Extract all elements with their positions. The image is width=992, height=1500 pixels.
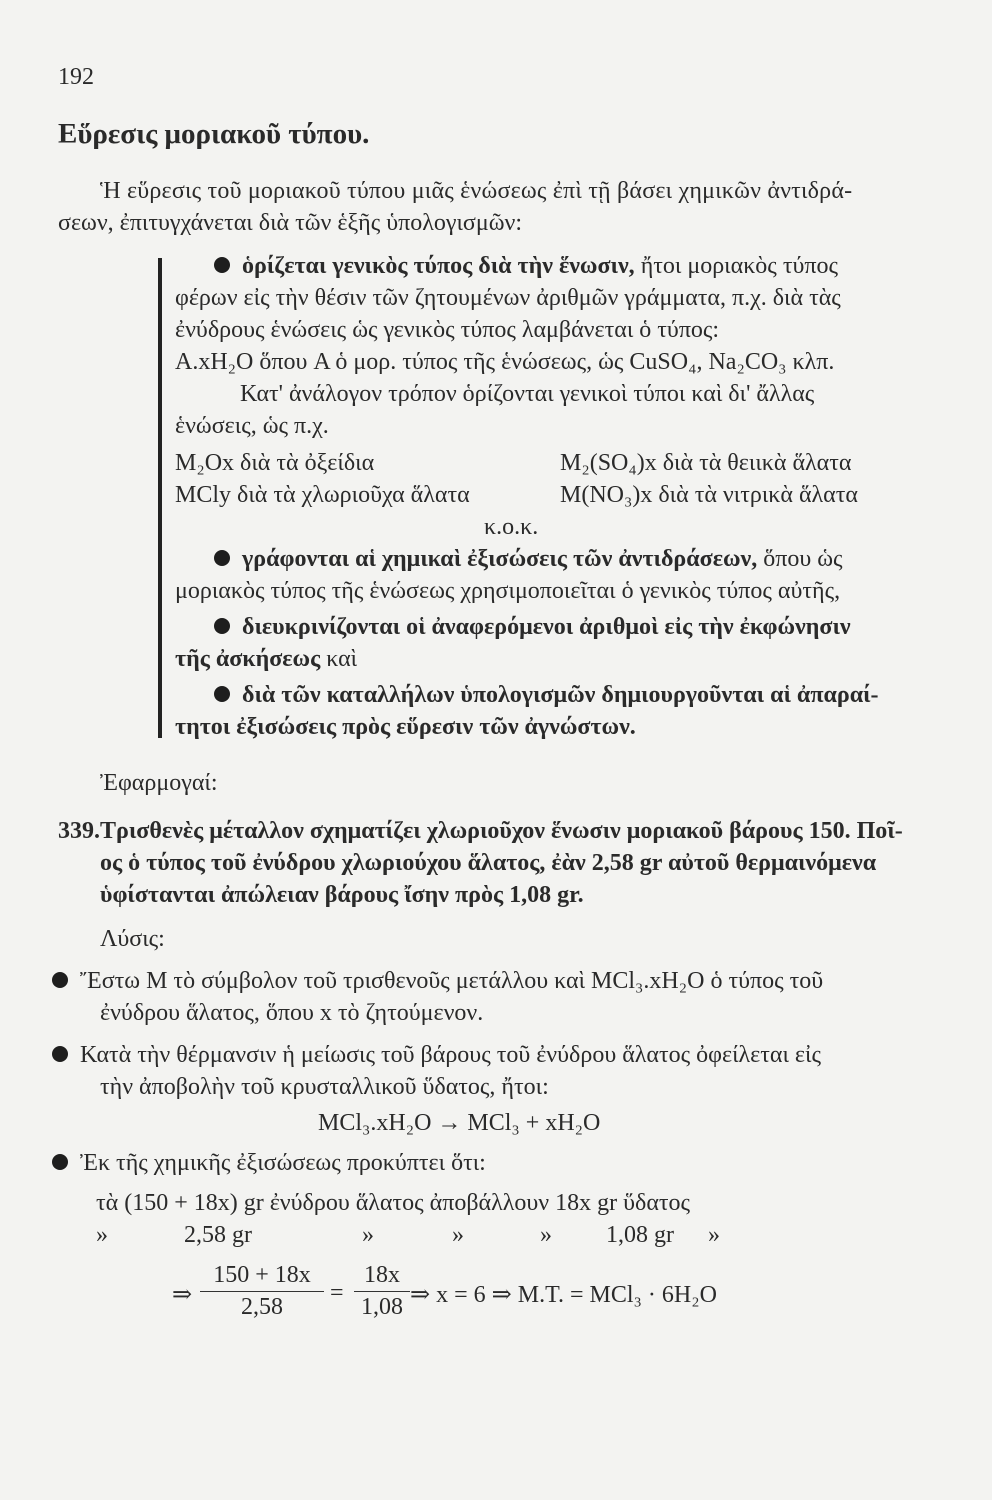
applications-label: Ἐφαρμογαί:: [100, 770, 218, 796]
box-bullet-1: [214, 253, 838, 280]
solution-s3-line2: τὰ (150 + 18x) gr ἐνύδρου ἅλατος ἀποβάλλουν 18x gr ὕδατος: [96, 1190, 691, 1216]
ditto-mark-2: »: [362, 1222, 374, 1248]
ditto-mark-5: »: [708, 1222, 720, 1248]
problem-line-3: ὑφίστανται ἀπώλειαν βάρους ἴσην πρὸς 1,08 gr.: [100, 882, 584, 908]
box-b1-line2: φέρων εἰς τὴν θέσιν τῶν ζητουμένων ἀριθμῶν γράμματα, π.χ. διὰ τὰς: [175, 285, 841, 311]
box-b1-rest: ἤτοι μοριακὸς τύπος: [640, 253, 838, 279]
fraction-1: [200, 1262, 324, 1321]
ditto-mark-1: »: [96, 1222, 108, 1248]
box-b1-line6: ἑνώσεις, ὡς π.χ.: [175, 413, 329, 439]
fraction-2: [354, 1262, 410, 1321]
fraction-1-numerator: 150 + 18x: [200, 1262, 324, 1292]
fraction-2-denominator: 1,08: [361, 1294, 403, 1320]
formula-oxides: M₂Ox διὰ τὰ ὀξείδια: [175, 450, 375, 476]
box-b3-bold: διευκρινίζονται οἱ ἀναφερόμενοι ἀριθμοὶ εἰς τὴν ἐκφώνησιν: [242, 614, 851, 640]
box-b1-line5: Κατ' ἀνάλογον τρόπον ὁρίζονται γενικοὶ τύποι καὶ δι' ἄλλας: [240, 381, 815, 407]
box-left-rule: [158, 258, 162, 738]
box-b3-bold-2: τῆς ἀσκήσεως: [175, 646, 321, 672]
ditto-mark-3: »: [452, 1222, 464, 1248]
box-bullet-3: [214, 614, 851, 641]
box-b1-bold: ὁρίζεται γενικὸς τύπος διὰ τὴν ἕνωσιν,: [242, 253, 635, 279]
box-b3-line2: [175, 646, 357, 673]
solution-label: Λύσις:: [100, 926, 165, 952]
section-heading: Εὕρεσις μοριακοῦ τύπου.: [58, 118, 370, 150]
fraction-2-numerator: 18x: [354, 1262, 410, 1292]
bullet-icon: [214, 550, 230, 566]
intro-line-2: σεων, ἐπιτυγχάνεται διὰ τῶν ἑξῆς ὑπολογισμῶν:: [58, 210, 523, 236]
bullet-icon: [214, 618, 230, 634]
solution-s2-line2: τὴν ἀποβολὴν τοῦ κρυσταλλικοῦ ὕδατος, ἤτοι:: [100, 1074, 549, 1100]
solution-s1-line2: ἐνύδρου ἅλατος, ὅπου x τὸ ζητούμενον.: [100, 1000, 484, 1026]
box-b4-line2: τητοι ἐξισώσεις πρὸς εὕρεσιν τῶν ἀγνώστων.: [175, 714, 636, 740]
box-b1-line4: A.xH₂O ὅπου A ὁ μορ. τύπος τῆς ἑνώσεως, ὡς CuSO₄, Na₂CO₃ κλπ.: [175, 349, 835, 375]
box-b3-rest: καὶ: [326, 646, 358, 672]
box-b2-bold: γράφονται αἱ χημικαὶ ἐξισώσεις τῶν ἀντιδράσεων,: [242, 546, 758, 572]
solution-bullet-2: [52, 1042, 821, 1069]
solution-bullet-1: [52, 968, 823, 995]
solution-s3-line1: Ἐκ τῆς χημικῆς ἐξισώσεως προκύπτει ὅτι:: [80, 1150, 486, 1176]
reaction-equation: MCl₃.xH₂O → MCl₃ + xH₂O: [318, 1110, 601, 1136]
bullet-icon: [52, 1046, 68, 1062]
implies-arrow: ⇒: [172, 1282, 193, 1308]
box-bullet-4: [214, 682, 879, 709]
page-number: 192: [58, 64, 94, 90]
box-b2-line2: μοριακὸς τύπος τῆς ἑνώσεως χρησιμοποιεῖται ὁ γενικὸς τύπος αὐτῆς,: [175, 578, 841, 604]
equals-sign: =: [330, 1280, 344, 1306]
formula-nitrates: M(NO₃)x διὰ τὰ νιτρικὰ ἅλατα: [560, 482, 858, 508]
formula-sulfates: M₂(SO₄)x διὰ τὰ θειικὰ ἅλατα: [560, 450, 852, 476]
fraction-1-denominator: 2,58: [241, 1294, 283, 1320]
ditto-mass-2-58: 2,58 gr: [184, 1222, 252, 1248]
bullet-icon: [52, 1154, 68, 1170]
box-b1-line3: ἐνύδρους ἑνώσεις ὡς γενικὸς τύπος λαμβάνεται ὁ τύπος:: [175, 317, 720, 343]
solution-s1-line1: Ἔστω M τὸ σύμβολον τοῦ τρισθενοῦς μετάλλου καὶ MCl₃.xH₂O ὁ τύπος τοῦ: [80, 968, 824, 994]
solution-bullet-3: [52, 1150, 486, 1177]
problem-number: 339.: [58, 818, 100, 844]
bullet-icon: [214, 257, 230, 273]
box-bullet-2: [214, 546, 843, 573]
formula-chlorides: MCly διὰ τὰ χλωριοῦχα ἅλατα: [175, 482, 470, 508]
ditto-mark-4: »: [540, 1222, 552, 1248]
intro-line-1: Ἡ εὕρεσις τοῦ μοριακοῦ τύπου μιᾶς ἑνώσεως ἐπὶ τῇ βάσει χημικῶν ἀντιδρά-: [100, 178, 853, 204]
bullet-icon: [52, 972, 68, 988]
box-b2-rest: ὅπου ὡς: [763, 546, 843, 572]
problem-line-2: ος ὁ τύπος τοῦ ἐνύδρου χλωριούχου ἅλατος, ἐὰν 2,58 gr αὐτοῦ θερμαινόμενα: [100, 850, 877, 876]
bullet-icon: [214, 686, 230, 702]
box-b4-bold: διὰ τῶν καταλλήλων ὑπολογισμῶν δημιουργοῦνται αἱ ἀπαραί-: [242, 682, 879, 708]
problem-line-1: Τρισθενὲς μέταλλον σχηματίζει χλωριοῦχον ἕνωσιν μοριακοῦ βάρους 150. Ποῖ-: [100, 818, 903, 844]
final-result: ⇒ x = 6 ⇒ M.T. = MCl₃ · 6H₂O: [410, 1282, 717, 1308]
kok-abbreviation: κ.ο.κ.: [484, 514, 539, 540]
solution-s2-line1: Κατὰ τὴν θέρμανσιν ἡ μείωσις τοῦ βάρους τοῦ ἐνύδρου ἅλατος ὀφείλεται εἰς: [80, 1042, 821, 1068]
ditto-mass-1-08: 1,08 gr: [606, 1222, 674, 1248]
